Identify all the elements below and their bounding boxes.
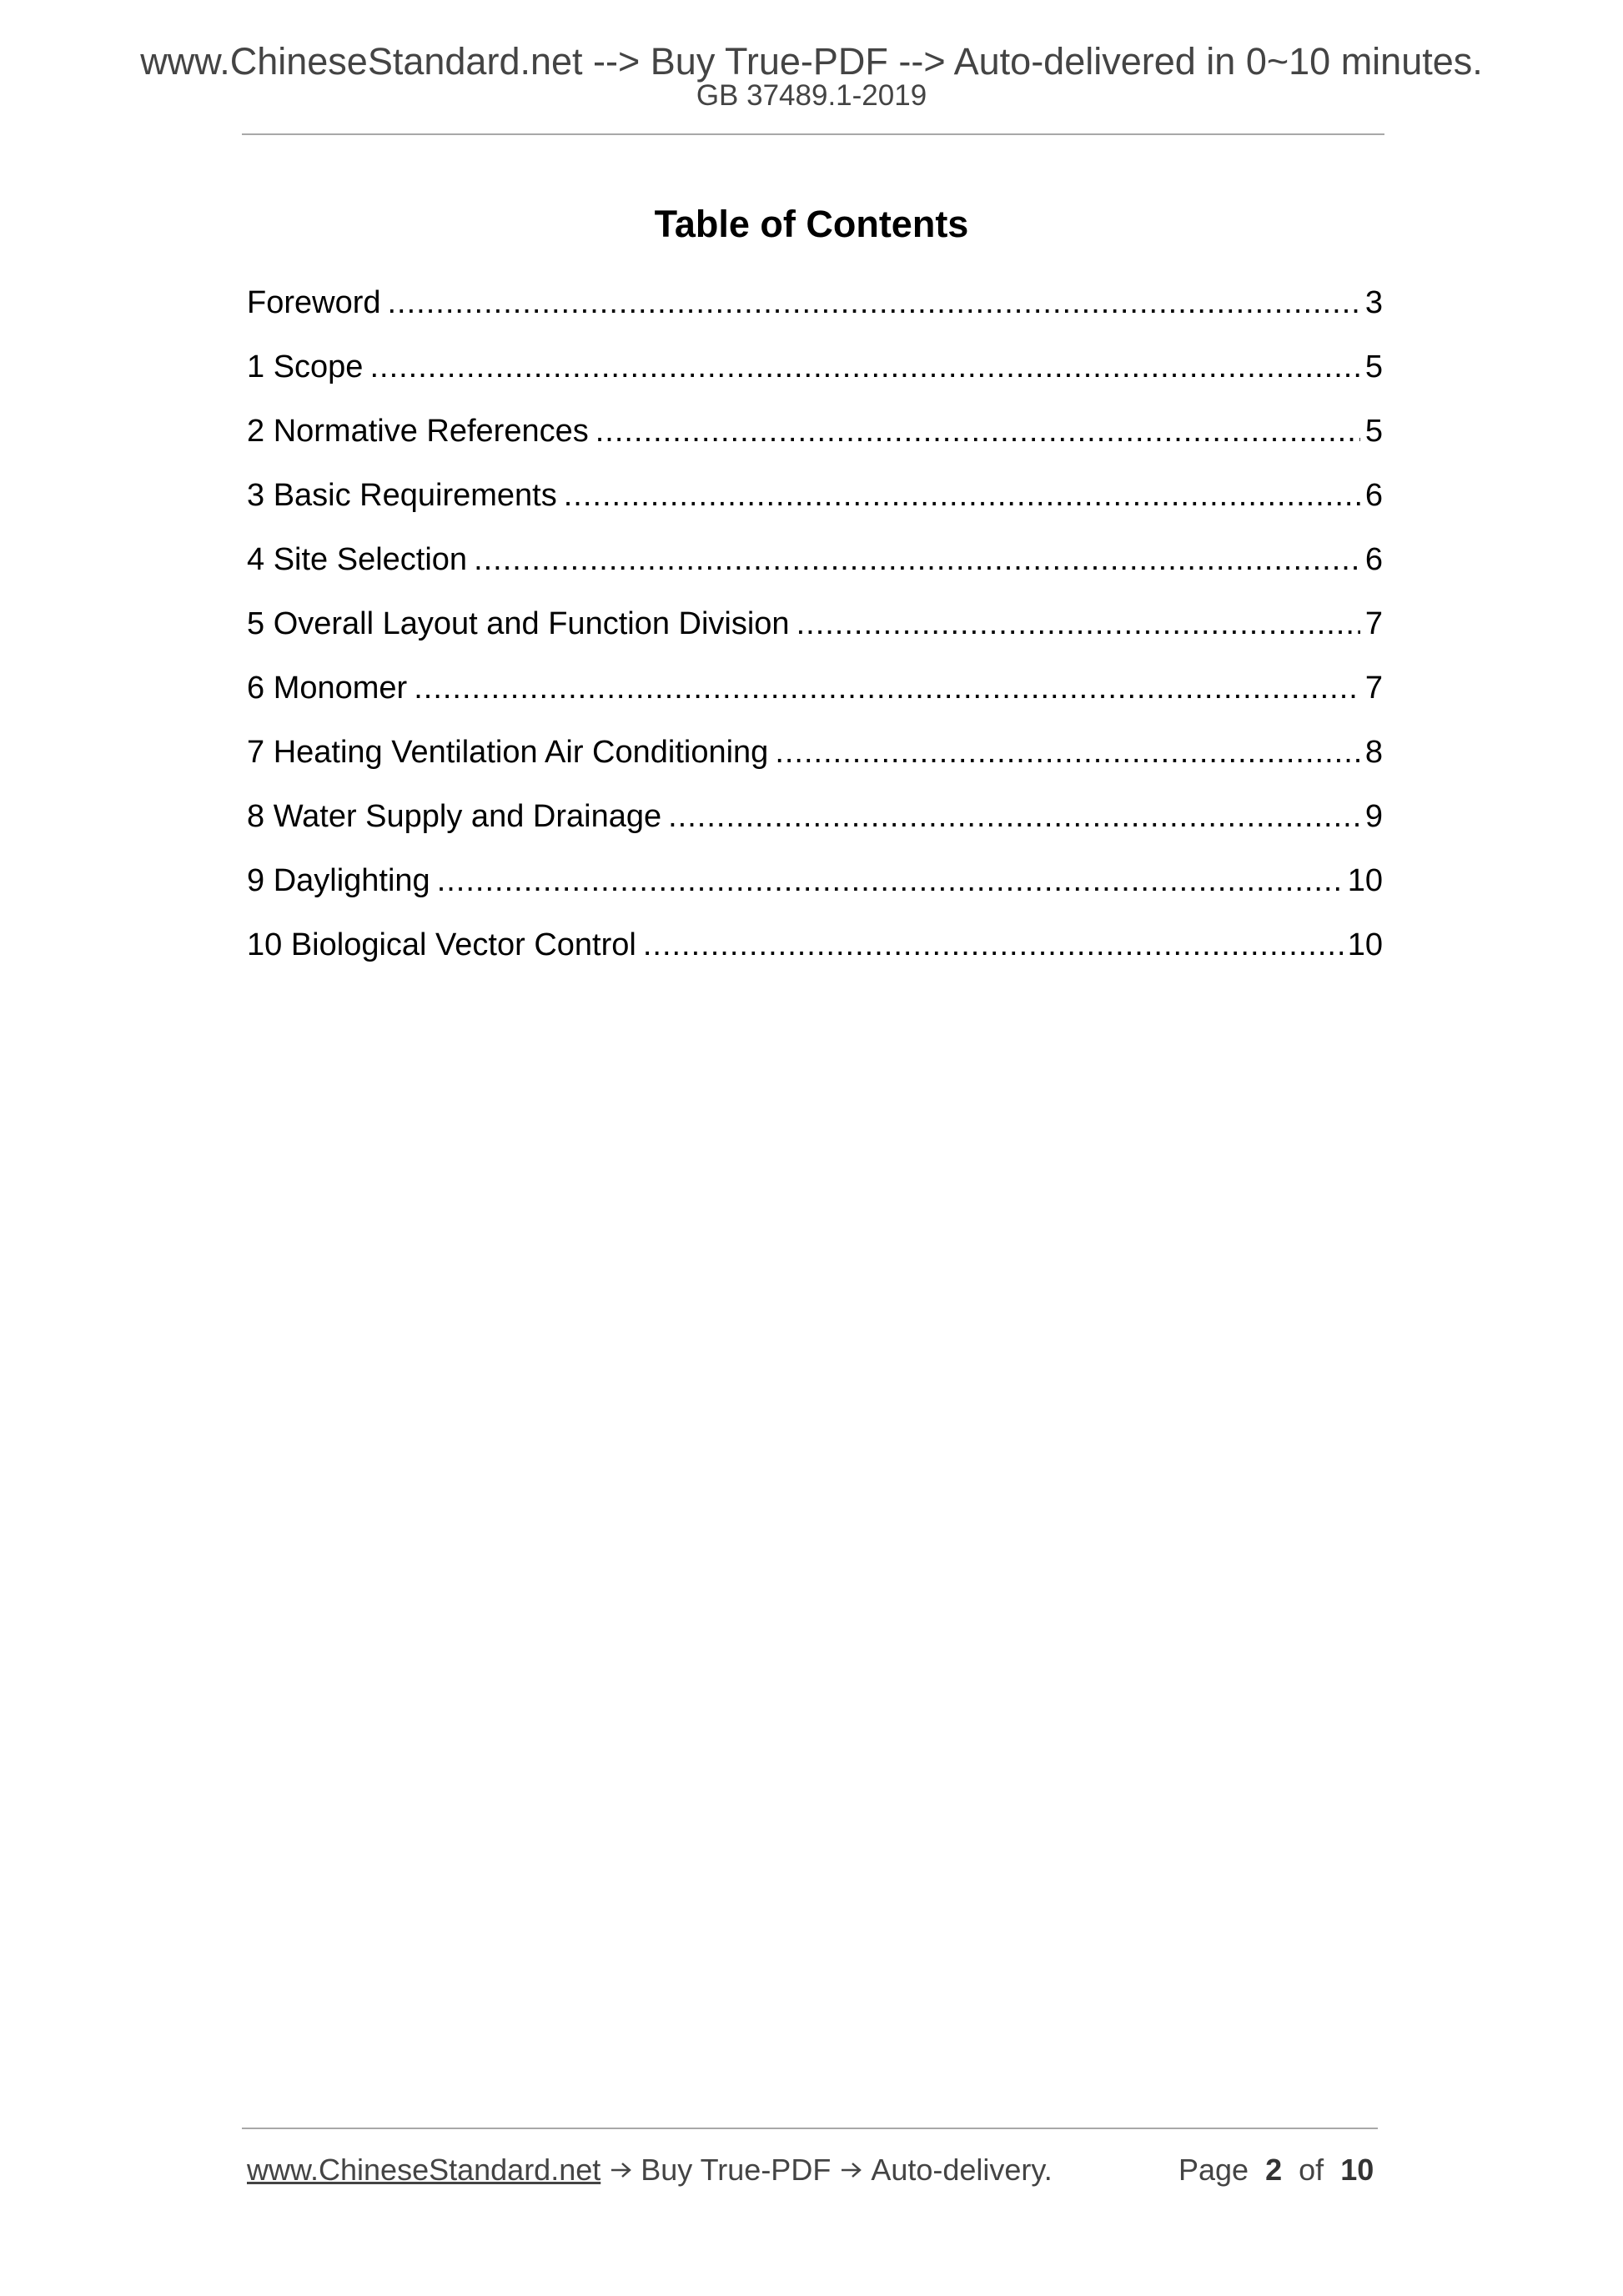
toc-entry-site-selection[interactable] (247, 540, 1383, 605)
current-page-number: 2 (1265, 2153, 1283, 2187)
toc-entry-biological-vector-control[interactable] (247, 926, 1383, 990)
toc-entry-page: 8 (1364, 735, 1383, 770)
page-word: Page (1178, 2153, 1249, 2187)
toc-entry-page: 7 (1364, 606, 1383, 641)
footer-buy-text: Buy True-PDF (641, 2153, 832, 2187)
dot-leader (796, 605, 1360, 643)
page-title: Table of Contents (654, 203, 969, 245)
toc-entry-page: 10 (1347, 863, 1383, 898)
toc-entry-label: 5 Overall Layout and Function Division (247, 606, 790, 641)
dot-leader (668, 797, 1360, 836)
dot-leader (595, 412, 1360, 450)
dot-leader (437, 862, 1343, 900)
footer-delivery-text: Auto-delivery. (871, 2153, 1053, 2187)
toc-entry-water-supply[interactable] (247, 797, 1383, 862)
toc-entry-page: 6 (1364, 478, 1383, 513)
of-word: of (1299, 2153, 1324, 2187)
dot-leader (388, 284, 1360, 322)
toc-entry-label: 1 Scope (247, 349, 364, 384)
toc-entry-page: 5 (1364, 349, 1383, 384)
toc-entry-page: 6 (1364, 542, 1383, 577)
toc-entry-label: Foreword (247, 285, 381, 320)
toc-entry-label: 4 Site Selection (247, 542, 468, 577)
header-divider (242, 133, 1384, 135)
toc-entry-page: 7 (1364, 671, 1383, 706)
toc-entry-normative-references[interactable] (247, 412, 1383, 476)
toc-entry-label: 7 Heating Ventilation Air Conditioning (247, 735, 769, 770)
document-code: GB 37489.1-2019 (696, 79, 927, 112)
dot-leader (643, 926, 1343, 964)
toc-entry-foreword[interactable] (247, 284, 1383, 348)
dot-leader (474, 540, 1360, 579)
dot-leader (369, 348, 1359, 386)
toc-entry-basic-requirements[interactable] (247, 476, 1383, 540)
right-arrow-icon (841, 2162, 862, 2178)
right-arrow-icon (611, 2162, 632, 2178)
toc-entry-label: 8 Water Supply and Drainage (247, 799, 662, 834)
toc-entry-hvac[interactable] (247, 733, 1383, 797)
footer-divider (242, 2128, 1378, 2129)
footer-promo (247, 2150, 1053, 2190)
toc-entry-monomer[interactable] (247, 669, 1383, 733)
dot-leader (564, 476, 1360, 515)
toc-entry-label: 6 Monomer (247, 671, 408, 706)
toc-entry-daylighting[interactable] (247, 862, 1383, 926)
toc-entry-page: 3 (1364, 285, 1383, 320)
toc-entry-scope[interactable] (247, 348, 1383, 412)
dot-leader (414, 669, 1360, 707)
toc-entry-page: 5 (1364, 414, 1383, 449)
toc-entry-label: 9 Daylighting (247, 863, 430, 898)
page-indicator (1178, 2150, 1374, 2190)
page-footer (247, 2150, 1383, 2192)
footer-site-link[interactable]: www.ChineseStandard.net (247, 2153, 601, 2187)
toc-entry-page: 9 (1364, 799, 1383, 834)
toc-entry-label: 10 Biological Vector Control (247, 927, 636, 962)
toc-entry-label: 2 Normative References (247, 414, 589, 449)
toc-entry-page: 10 (1347, 927, 1383, 962)
toc-entry-label: 3 Basic Requirements (247, 478, 557, 513)
total-page-count: 10 (1340, 2153, 1374, 2187)
table-of-contents (247, 284, 1383, 990)
toc-entry-overall-layout[interactable] (247, 605, 1383, 669)
dot-leader (775, 733, 1360, 771)
header-banner[interactable]: www.ChineseStandard.net --> Buy True-PDF --> Auto-delivered in 0~10 minutes. (140, 40, 1483, 83)
